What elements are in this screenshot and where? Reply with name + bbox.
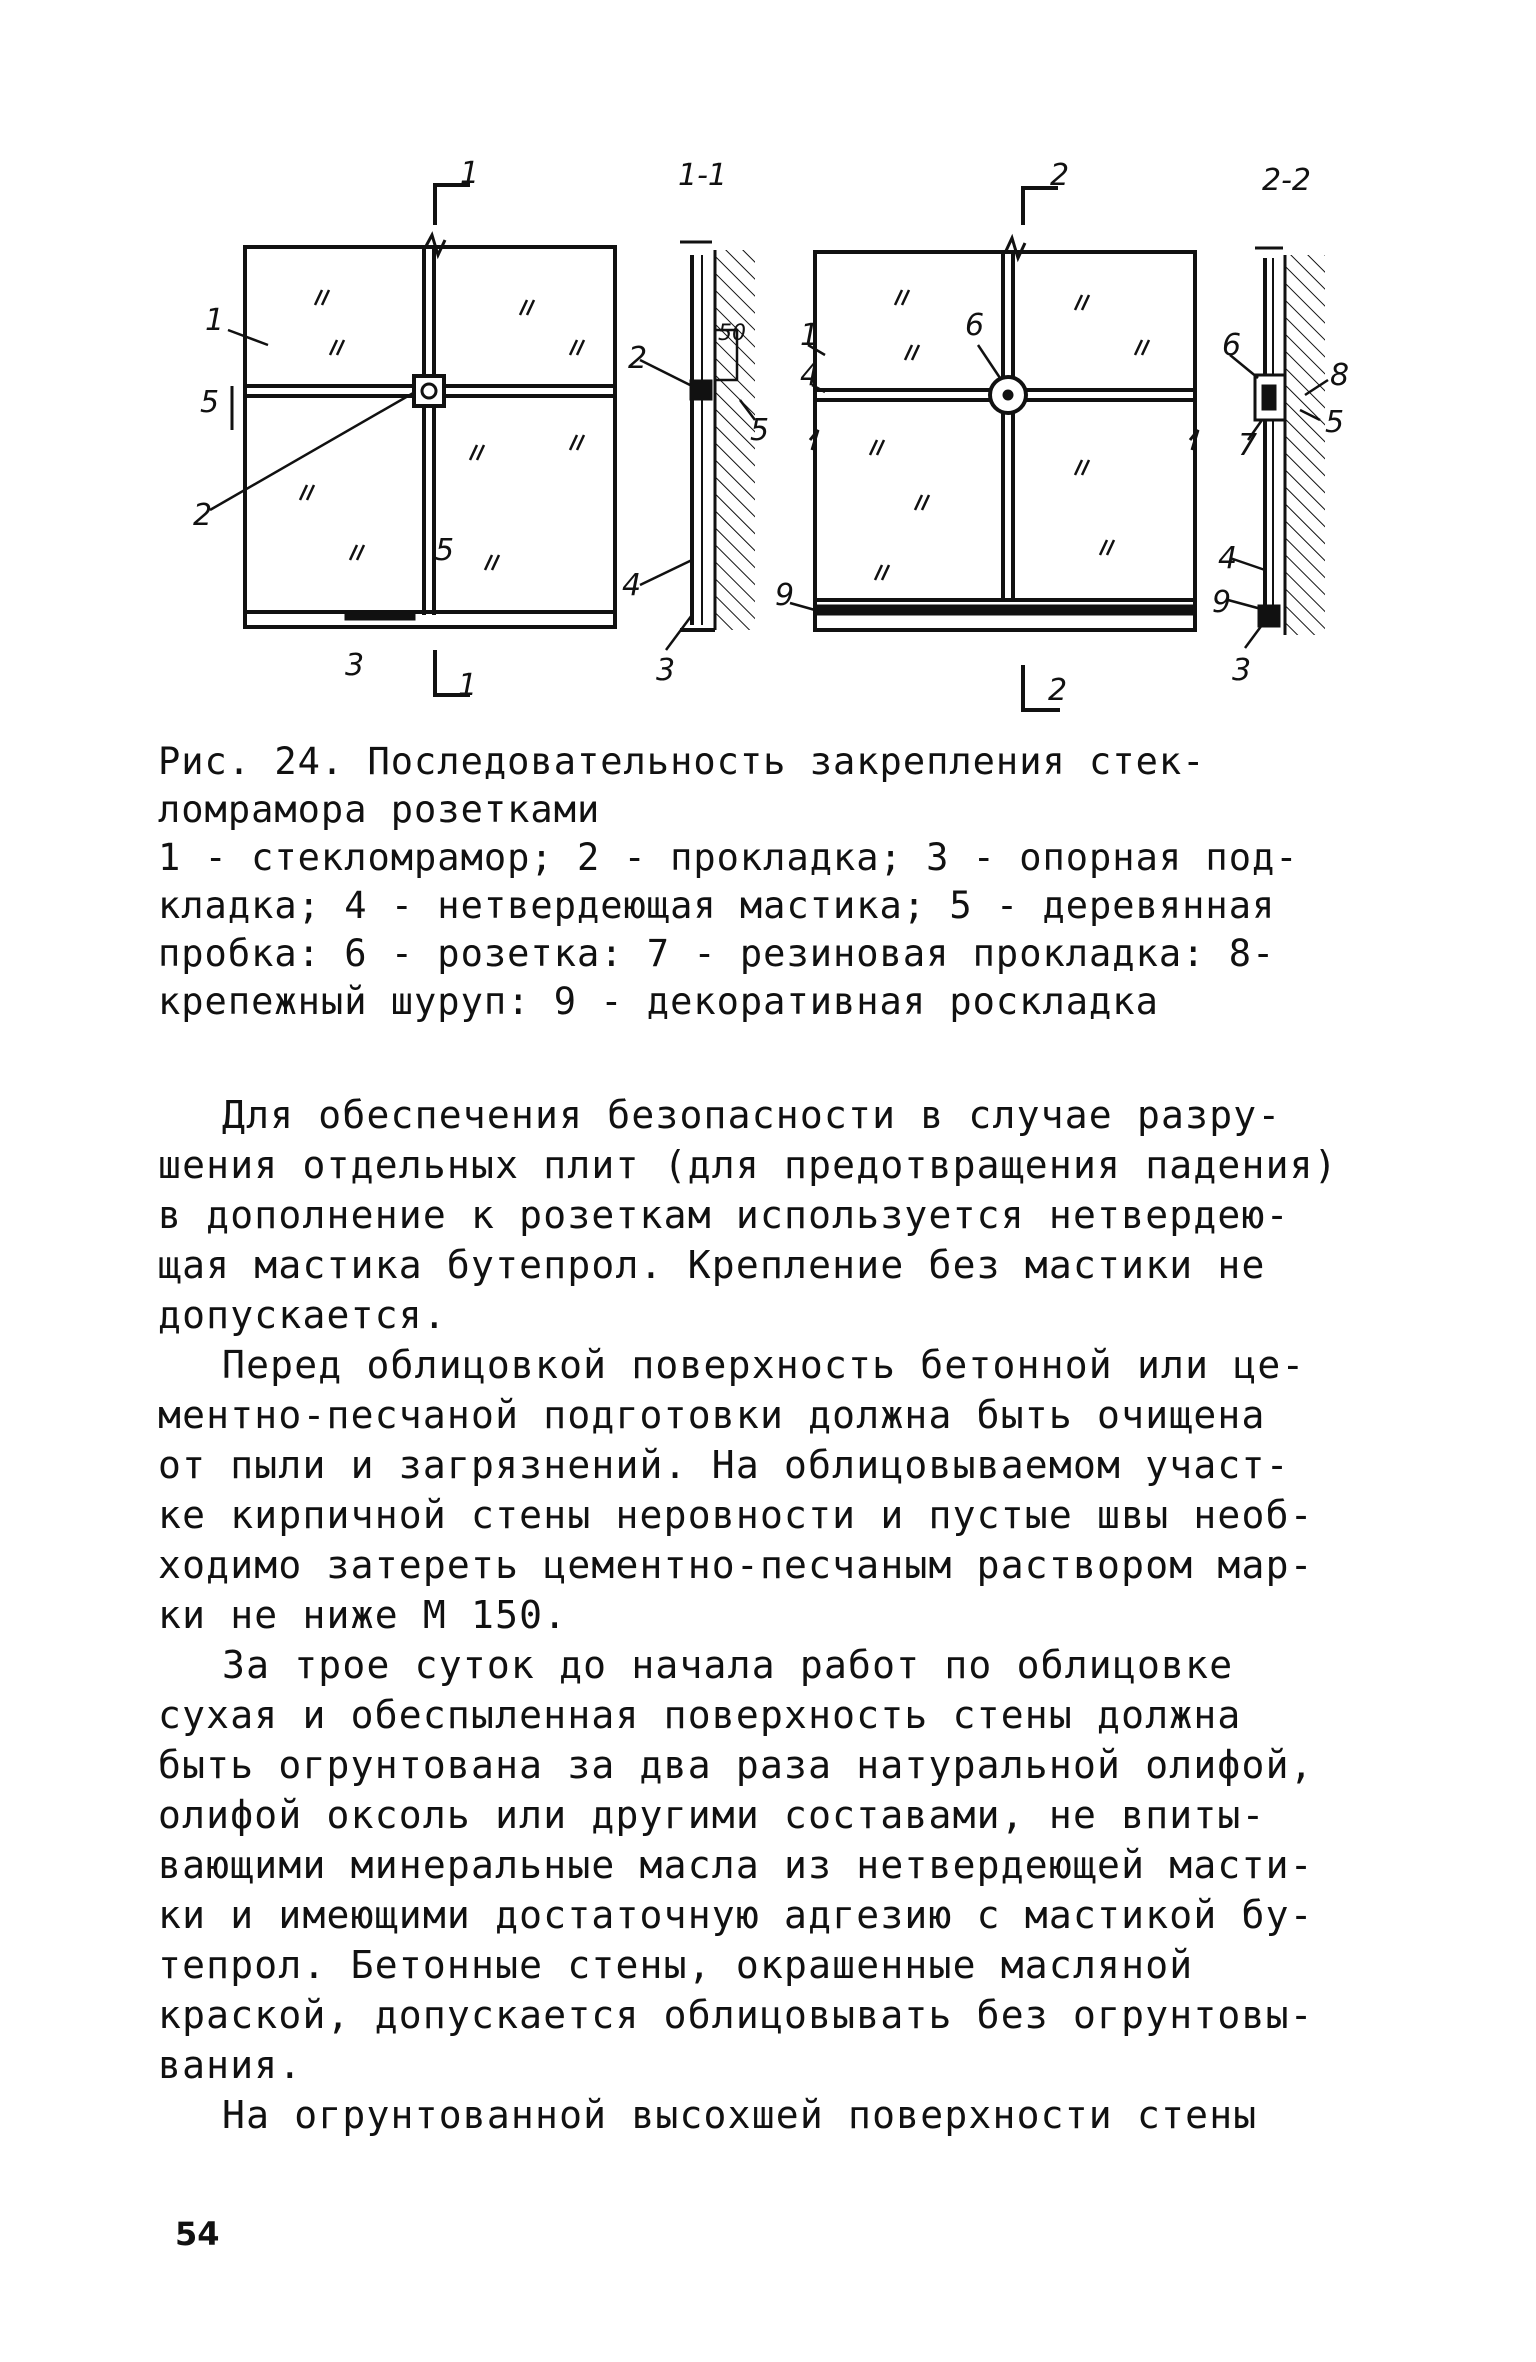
figure-caption: Рис. 24. Последовательность закрепления стек- ломрамора розетками 1 - стекломрамор; 2 - прокладка; 3 - опорная под- кладка; 4 - нетвердеющая мастика; 5 - деревянная пробка: 6 - розетка: 7 - резиновая прокладка: 8- крепежный шуруп: 9 - декоративная роскладка — [158, 740, 1299, 1023]
section-label-2-2: 2-2 — [1262, 163, 1311, 198]
callout-d-5: 5 — [1325, 405, 1345, 440]
section-mark-2-top: 2 — [1050, 158, 1070, 193]
section-1-1 — [640, 242, 755, 650]
callout-b-5: 5 — [750, 413, 770, 448]
elevation-2 — [790, 188, 1198, 710]
elevation-1 — [210, 185, 615, 695]
paragraph-4: На огрунтованной высохшей поверхности стены — [222, 2093, 1258, 2137]
callout-a-3: 3 — [345, 648, 365, 683]
paragraph-2: Перед облицовкой поверхность бетонной или це- ментно-песчаной подготовки должна быть очищена от пыли и загрязнений. На облицовываемом участ- ке кирпичной стены неровности и пустые швы необ- ходимо затереть цементно-песчаным раствором мар- ки не ниже М 150. — [158, 1343, 1314, 1637]
callout-d-3: 3 — [1232, 653, 1252, 688]
callout-b-2: 2 — [628, 341, 648, 376]
paragraph-1: Для обеспечения безопасности в случае разру- шения отдельных плит (для предотвращения падения) в дополнение к розеткам используется нетвердею- щая мастика бутепрол. Крепление без мастики не допускается. — [158, 1093, 1338, 1337]
callout-b-50: 50 — [718, 321, 746, 346]
section-mark-1-top: 1 — [460, 156, 480, 191]
callout-d-8: 8 — [1330, 358, 1350, 393]
callout-c-9: 9 — [775, 578, 795, 613]
section-mark-1-bottom: 1 — [458, 668, 478, 703]
callout-c-4: 4 — [800, 358, 820, 393]
callout-a-5dim: 5 — [200, 385, 220, 420]
callout-d-7: 7 — [1238, 428, 1258, 463]
section-mark-2-bottom: 2 — [1048, 673, 1068, 708]
page-number: 54 — [175, 2215, 220, 2253]
callout-c-6: 6 — [965, 308, 985, 343]
paragraph-3: За трое суток до начала работ по облицовке сухая и обеспыленная поверхность стены должна быть огрунтована за два раза натуральной олифой, олифой оксоль или другими составами, не впиты- вающими минеральные масла из нетвердеющей масти- ки и имеющими достаточную адгезию с мастикой бу- тепрол. Бетонные стены, окрашенные масляной краской, допускается облицовывать без огрунтовы- вания. — [158, 1643, 1314, 2087]
section-label-1-1: 1-1 — [678, 158, 727, 193]
callout-b-4: 4 — [622, 568, 642, 603]
body-text — [158, 1090, 1393, 2140]
callout-d-9: 9 — [1212, 585, 1232, 620]
callout-d-4: 4 — [1218, 541, 1238, 576]
callout-c-1: 1 — [800, 318, 820, 353]
callout-b-3: 3 — [656, 653, 676, 688]
callout-a-5: 5 — [435, 533, 455, 568]
callout-d-6: 6 — [1222, 328, 1242, 363]
callout-a-2: 2 — [193, 498, 213, 533]
callout-a-1: 1 — [205, 303, 225, 338]
figure-24-drawing — [0, 0, 1536, 720]
